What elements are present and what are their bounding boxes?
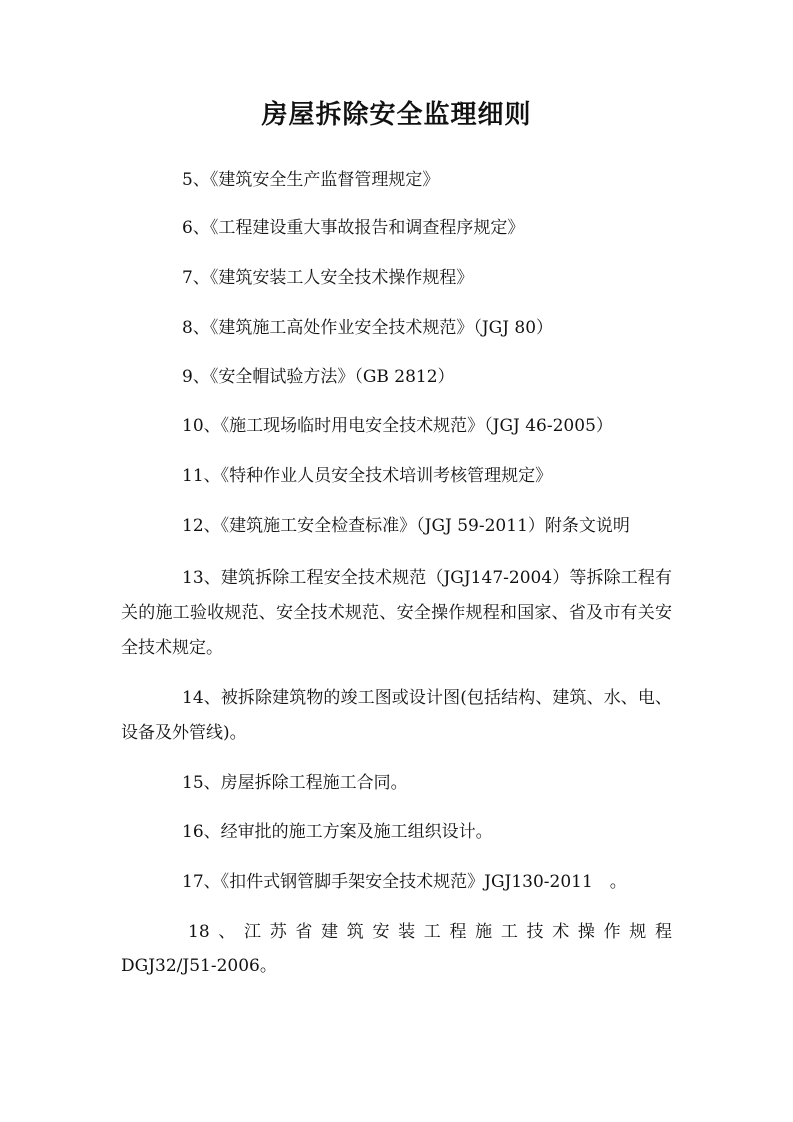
paragraph-13-text: 13、建筑拆除工程安全技术规范（JGJ147-2004）等拆除工程有关的施工验收规范、安全技术规范、安全操作规程和国家、省及市有关安全技术规定。 [121,568,672,658]
page-title: 房屋拆除安全监理细则 [261,100,532,130]
list-item: 17、《扣件式钢管脚手架安全技术规范》JGJ130-2011 。 [182,872,627,892]
list-item: 8、《建筑施工高处作业安全技术规范》（JGJ 80） [182,318,554,338]
paragraph-18 [121,915,672,983]
list-item: 15、房屋拆除工程施工合同。 [182,773,408,793]
list-item: 11、《特种作业人员安全技术培训考核管理规定》 [182,466,553,486]
list-item: 6、《工程建设重大事故报告和调查程序规定》 [182,218,525,238]
paragraph-18-line-2: DGJ32/J51-2006。 [121,956,277,976]
list-item: 10、《施工现场临时用电安全技术规范》（JGJ 46-2005） [182,416,613,436]
list-item: 7、《建筑安装工人安全技术操作规程》 [182,268,474,288]
paragraph-14 [121,681,672,751]
list-item: 5、《建筑安全生产监督管理规定》 [182,170,440,190]
list-item: 16、经审批的施工方案及施工组织设计。 [182,822,493,842]
list-item: 9、《安全帽试验方法》（GB 2812） [182,367,455,387]
list-item: 12、《建筑施工安全检查标准》（JGJ 59-2011）附条文说明 [182,516,630,536]
paragraph-14-text: 14、被拆除建筑物的竣工图或设计图(包括结构、建筑、水、电、设备及外管线)。 [121,688,672,743]
paragraph-13 [121,561,672,666]
paragraph-18-line-1: 18、江苏省建筑安装工程施工技术操作规程 [188,922,672,942]
